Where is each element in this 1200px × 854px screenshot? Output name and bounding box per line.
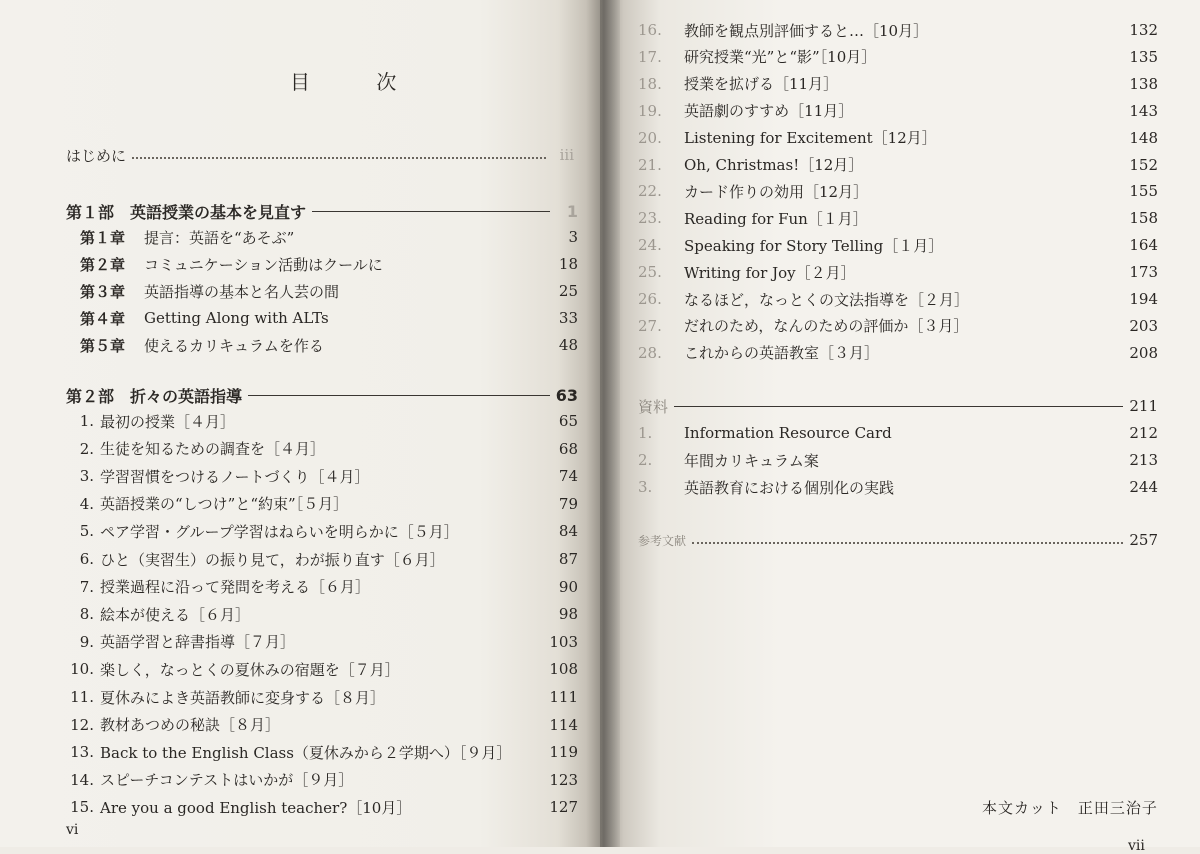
entry-page: 152 xyxy=(1129,155,1158,174)
entry-number: 2. xyxy=(638,451,653,469)
entry-page: 212 xyxy=(1129,424,1158,442)
entry-number: 9. xyxy=(79,632,94,651)
toc-entry-item[interactable] xyxy=(638,179,1158,203)
entry-page: 127 xyxy=(549,798,578,817)
entry-label: 提言：英語を“あそぶ” xyxy=(144,228,295,247)
entry-page: 103 xyxy=(549,632,578,651)
entry-page: 158 xyxy=(1129,209,1158,228)
entry-number: 11. xyxy=(70,688,94,706)
toc-title: 目 次 xyxy=(290,70,427,94)
entry-number: 1. xyxy=(79,412,94,430)
entry-page: 108 xyxy=(549,660,578,679)
part-label: 第２部 折々の英語指導 xyxy=(66,386,243,406)
entry-label: Writing for Joy［２月］ xyxy=(684,263,856,282)
toc-entry-item[interactable] xyxy=(638,260,1158,284)
entry-number: 13. xyxy=(70,743,94,762)
dot-leader xyxy=(692,542,1123,544)
toc-entry-item[interactable] xyxy=(66,575,578,599)
entry-label: ペア学習・グループ学習はねらいを明らかに［５月］ xyxy=(100,522,459,541)
folio-right: vii xyxy=(1128,838,1145,854)
toc-entry-references[interactable] xyxy=(638,528,1158,552)
toc-entry-chapter[interactable] xyxy=(80,306,578,330)
entry-label: 夏休みによき英語教師に変身する［８月］ xyxy=(100,688,386,707)
entry-label: 英語教育における個別化の実践 xyxy=(684,478,895,497)
toc-entry-appendix-item[interactable] xyxy=(638,448,1158,472)
toc-entry-chapter[interactable] xyxy=(80,252,578,276)
toc-entry-item[interactable] xyxy=(66,685,578,709)
entry-page: 213 xyxy=(1129,451,1158,469)
part-label: 第１部 英語授業の基本を見直す xyxy=(66,202,307,222)
entry-number: 10. xyxy=(70,660,94,679)
entry-page: 143 xyxy=(1129,101,1158,120)
entry-number: 20. xyxy=(638,128,662,147)
entry-label: 学習習慣をつけるノートづくり［４月］ xyxy=(100,467,370,486)
entry-number: 28. xyxy=(638,343,662,362)
entry-page: iii xyxy=(559,146,574,164)
entry-number: 17. xyxy=(638,47,662,66)
toc-entry-appendix-item[interactable] xyxy=(638,475,1158,499)
toc-entry-item[interactable] xyxy=(638,72,1158,96)
entry-number: 25. xyxy=(638,263,662,282)
entry-label: 楽しく，なっとくの夏休みの宿題を［７月］ xyxy=(100,660,400,679)
entry-page: 155 xyxy=(1129,182,1158,201)
toc-entry-item[interactable] xyxy=(66,519,578,543)
entry-number: 2. xyxy=(79,439,94,458)
toc-entry-item[interactable] xyxy=(638,233,1158,257)
toc-entry-item[interactable] xyxy=(638,45,1158,69)
entry-number: 6. xyxy=(79,550,94,568)
entry-label: 最初の授業［４月］ xyxy=(100,412,236,431)
entry-number: 1. xyxy=(638,424,653,442)
entry-number: 第２章 xyxy=(80,255,126,274)
entry-label: 英語指導の基本と名人芸の間 xyxy=(144,282,340,301)
entry-label: コミュニケーション活動はクールに xyxy=(144,255,383,274)
entry-number: 8. xyxy=(79,605,94,624)
toc-entry-item[interactable] xyxy=(66,492,578,516)
entry-label: Oh, Christmas!［12月］ xyxy=(684,156,864,174)
entry-page: 98 xyxy=(558,605,578,624)
toc-entry-item[interactable] xyxy=(66,768,578,792)
entry-page: 48 xyxy=(558,336,578,354)
entry-number: 26. xyxy=(638,290,662,308)
entry-page: 135 xyxy=(1129,47,1158,66)
entry-number: 12. xyxy=(70,715,94,734)
entry-label: スピーチコンテストはいかが［９月］ xyxy=(100,771,354,790)
appendix-label: 資料 xyxy=(638,397,669,416)
entry-number: 19. xyxy=(638,101,662,120)
toc-entry-item[interactable] xyxy=(66,464,578,488)
entry-page: 33 xyxy=(558,309,578,327)
entry-number: 4. xyxy=(79,494,94,513)
entry-page: 63 xyxy=(555,385,578,405)
leader-line xyxy=(674,406,1123,407)
entry-page: 79 xyxy=(558,494,578,513)
entry-number: 3. xyxy=(79,467,94,486)
entry-label: Listening for Excitement［12月］ xyxy=(684,129,937,148)
entry-label: Back to the English Class（夏休みから２学期へ）［９月］ xyxy=(100,743,512,762)
entry-page: 138 xyxy=(1129,74,1158,93)
toc-entry-item[interactable] xyxy=(638,153,1158,177)
entry-label: これからの英語教室［３月］ xyxy=(684,344,880,363)
toc-entry-item[interactable] xyxy=(66,657,578,681)
toc-entry-item[interactable] xyxy=(66,409,578,433)
toc-entry-preface[interactable] xyxy=(66,143,574,167)
entry-page: 164 xyxy=(1129,236,1158,255)
entry-label: 教材あつめの秘訣［８月］ xyxy=(100,716,281,735)
entry-number: 16. xyxy=(638,21,662,39)
entry-page: 244 xyxy=(1129,478,1158,496)
entry-page: 25 xyxy=(558,282,578,300)
entry-page: 111 xyxy=(549,688,578,706)
entry-label: Getting Along with ALTs xyxy=(144,309,329,327)
toc-entry-item[interactable] xyxy=(638,287,1158,311)
right-page xyxy=(600,0,1200,847)
illustration-credit: 本文カット 正田三治子 xyxy=(982,799,1158,817)
entry-label: Reading for Fun［１月］ xyxy=(684,209,868,228)
entry-number: 第５章 xyxy=(80,336,126,355)
entry-number: 第４章 xyxy=(80,309,126,328)
entry-page: 74 xyxy=(558,467,578,486)
entry-page: 87 xyxy=(558,550,578,568)
entry-label: 英語学習と辞書指導［７月］ xyxy=(100,633,296,652)
toc-entry-chapter[interactable] xyxy=(80,279,578,303)
toc-entry-item[interactable] xyxy=(66,713,578,737)
entry-number: 第１章 xyxy=(80,228,126,247)
toc-entry-item[interactable] xyxy=(638,18,1158,42)
folio-left: vi xyxy=(66,822,79,838)
entry-label: Are you a good English teacher?［10月］ xyxy=(100,798,412,817)
toc-entry-part1[interactable] xyxy=(66,199,578,223)
entry-number: 14. xyxy=(70,770,94,789)
entry-page: 211 xyxy=(1129,397,1158,415)
entry-label: ひと（実習生）の振り見て，わが振り直す［６月］ xyxy=(100,550,445,569)
entry-page: 84 xyxy=(558,522,578,541)
entry-label: 教師を観点別評価すると…［10月］ xyxy=(684,21,929,40)
entry-number: 23. xyxy=(638,209,662,228)
entry-page: 173 xyxy=(1129,263,1158,282)
entry-page: 1 xyxy=(566,201,578,221)
toc-entry-item[interactable] xyxy=(66,547,578,571)
entry-page: 194 xyxy=(1129,290,1158,308)
entry-label: 生徒を知るための調査を［４月］ xyxy=(100,440,326,459)
toc-entry-appendix[interactable] xyxy=(638,394,1158,418)
entry-label: 使えるカリキュラムを作る xyxy=(144,336,324,355)
toc-entry-chapter[interactable] xyxy=(80,225,578,249)
toc-entry-item[interactable] xyxy=(638,341,1158,365)
toc-entry-part2[interactable] xyxy=(66,383,578,407)
entry-label: カード作りの効用［12月］ xyxy=(684,182,869,201)
entry-number: 15. xyxy=(70,798,94,817)
entry-page: 18 xyxy=(558,255,578,273)
toc-entry-item[interactable] xyxy=(638,126,1158,150)
entry-page: 132 xyxy=(1129,21,1158,39)
entry-page: 203 xyxy=(1129,316,1158,335)
entry-number: 3. xyxy=(638,478,653,496)
entry-number: 21. xyxy=(638,155,662,174)
entry-label: 絵本が使える［６月］ xyxy=(100,605,251,624)
entry-page: 208 xyxy=(1129,343,1158,362)
entry-page: 90 xyxy=(558,577,578,596)
entry-label: だれのため，なんのための評価か［３月］ xyxy=(684,317,969,336)
leader-line xyxy=(312,211,550,212)
entry-label: 研究授業“光”と“影”［10月］ xyxy=(684,48,877,67)
entry-page: 148 xyxy=(1129,128,1158,147)
toc-entry-item[interactable] xyxy=(638,206,1158,230)
toc-entry-appendix-item[interactable] xyxy=(638,421,1158,445)
entry-number: 22. xyxy=(638,182,662,201)
entry-label: 授業過程に沿って発問を考える［６月］ xyxy=(100,578,371,597)
entry-page: 257 xyxy=(1129,531,1158,549)
entry-number: 5. xyxy=(79,522,94,541)
entry-page: 114 xyxy=(549,715,578,734)
dot-leader xyxy=(132,157,546,159)
entry-label: なるほど，なっとくの文法指導を［２月］ xyxy=(684,290,970,309)
toc-entry-item[interactable] xyxy=(66,437,578,461)
entry-label: 英語劇のすすめ［11月］ xyxy=(684,102,854,121)
leader-line xyxy=(248,395,550,396)
entry-label: はじめに xyxy=(66,146,127,165)
toc-entry-item[interactable] xyxy=(66,740,578,764)
references-label: 参考文献 xyxy=(638,533,687,548)
entry-label: 英語授業の“しつけ”と“約束”［５月］ xyxy=(100,495,349,514)
entry-number: 7. xyxy=(79,577,94,596)
entry-number: 18. xyxy=(638,74,662,93)
entry-number: 24. xyxy=(638,236,662,255)
entry-label: 年間カリキュラム案 xyxy=(684,451,819,470)
toc-entry-item[interactable] xyxy=(66,795,578,819)
left-page xyxy=(0,0,600,847)
toc-entry-item[interactable] xyxy=(638,99,1158,123)
entry-page: 123 xyxy=(549,770,578,789)
entry-page: 119 xyxy=(549,743,578,762)
entry-label: 授業を拡げる［11月］ xyxy=(684,75,839,94)
toc-entry-item[interactable] xyxy=(66,630,578,654)
entry-number: 27. xyxy=(638,316,662,335)
toc-entry-chapter[interactable] xyxy=(80,333,578,357)
entry-label: Information Resource Card xyxy=(684,424,892,442)
entry-page: 65 xyxy=(558,412,578,430)
entry-page: 3 xyxy=(568,228,578,246)
entry-page: 68 xyxy=(558,439,578,458)
book-gutter xyxy=(586,0,620,847)
entry-number: 第３章 xyxy=(80,282,126,301)
toc-entry-item[interactable] xyxy=(638,314,1158,338)
entry-label: Speaking for Story Telling［１月］ xyxy=(684,236,944,255)
toc-entry-item[interactable] xyxy=(66,602,578,626)
